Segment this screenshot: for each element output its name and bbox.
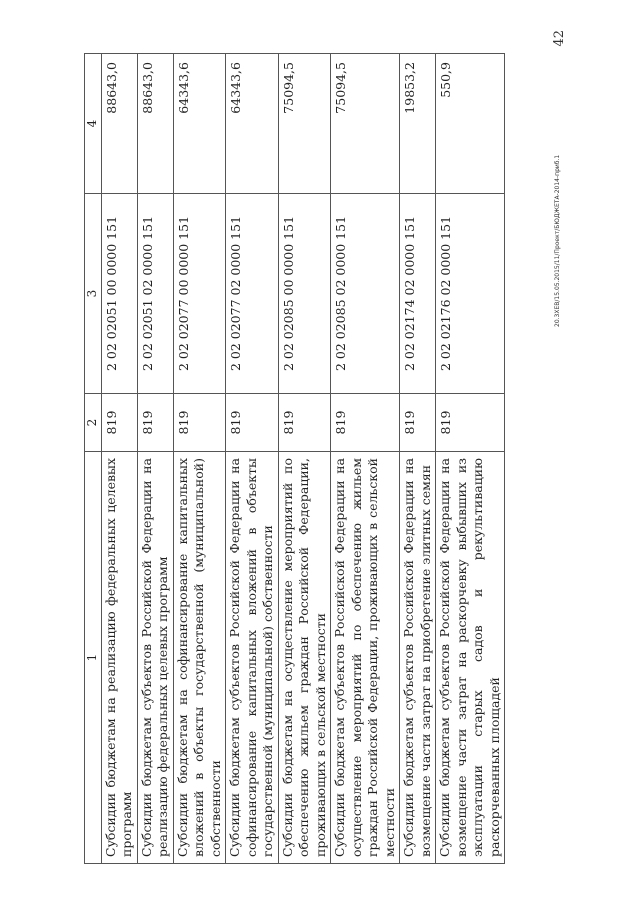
table-header-row: [85, 54, 102, 864]
header-col-4: 4: [85, 54, 102, 194]
row-budget-code: 2 02 02051 02 0000 151: [137, 194, 173, 394]
row-budget-code: 2 02 02077 00 0000 151: [173, 194, 226, 394]
row-amount: 75094,5: [331, 54, 400, 194]
table-row: [436, 54, 505, 864]
row-name: Субсидии бюджетам субъектов Российской Федерации на возмещение части затрат на приобретение элитных семян: [400, 452, 436, 864]
row-amount: 19853,2: [400, 54, 436, 194]
row-admin-code: 819: [173, 394, 226, 452]
table-row: [173, 54, 226, 864]
header-col-2: 2: [85, 394, 102, 452]
table-row: [226, 54, 279, 864]
row-admin-code: 819: [278, 394, 331, 452]
row-admin-code: 819: [331, 394, 400, 452]
row-admin-code: 819: [226, 394, 279, 452]
row-budget-code: 2 02 02085 02 0000 151: [331, 194, 400, 394]
row-admin-code: 819: [137, 394, 173, 452]
row-admin-code: 819: [400, 394, 436, 452]
document-footer: 20.3ХЕВ/15.05.2015/11/Проект/БЮДЖЕТА-2014-приб.1: [554, 154, 561, 327]
row-amount: 75094,5: [278, 54, 331, 194]
table-row: [137, 54, 173, 864]
row-name: Субсидии бюджетам субъектов Российской Федерации на софинансирование капитальных вложений в объекты государственной (муниципальной) собственности: [226, 452, 279, 864]
budget-table: [84, 53, 505, 864]
page-number: 42: [552, 30, 567, 47]
table-row: [331, 54, 400, 864]
header-col-1: 1: [85, 452, 102, 864]
row-admin-code: 819: [436, 394, 505, 452]
row-budget-code: 2 02 02051 00 0000 151: [101, 194, 137, 394]
row-amount: 550,9: [436, 54, 505, 194]
table-row: [400, 54, 436, 864]
row-budget-code: 2 02 02176 02 0000 151: [436, 194, 505, 394]
row-amount: 64343,6: [226, 54, 279, 194]
row-amount: 88643,0: [101, 54, 137, 194]
row-amount: 88643,0: [137, 54, 173, 194]
rotated-content: [60, 22, 580, 882]
header-col-3: 3: [85, 194, 102, 394]
row-amount: 64343,6: [173, 54, 226, 194]
row-name: Субсидии бюджетам на реализацию федеральных целевых программ: [101, 452, 137, 864]
row-name: Субсидии бюджетам субъектов Российской Федерации на осуществление мероприятий по обеспечению жильем граждан Российской Федерации, проживающих в сельской местности: [331, 452, 400, 864]
row-name: Субсидии бюджетам субъектов Российской Федерации на реализацию федеральных целевых программ: [137, 452, 173, 864]
row-admin-code: 819: [101, 394, 137, 452]
table-row: [101, 54, 137, 864]
row-name: Субсидии бюджетам на осуществление мероприятий по обеспечению жильем граждан Российской Федерации, проживающих в сельской местности: [278, 452, 331, 864]
table-row: [278, 54, 331, 864]
row-budget-code: 2 02 02174 02 0000 151: [400, 194, 436, 394]
row-name: Субсидии бюджетам субъектов Российской Федерации на возмещение части затрат на раскорчевку выбывших из эксплуатации старых садов и рекультивацию раскорчеванных площадей: [436, 452, 505, 864]
row-name: Субсидии бюджетам на софинансирование капитальных вложений в объекты государственной (муниципальной) собственности: [173, 452, 226, 864]
row-budget-code: 2 02 02077 02 0000 151: [226, 194, 279, 394]
row-budget-code: 2 02 02085 00 0000 151: [278, 194, 331, 394]
